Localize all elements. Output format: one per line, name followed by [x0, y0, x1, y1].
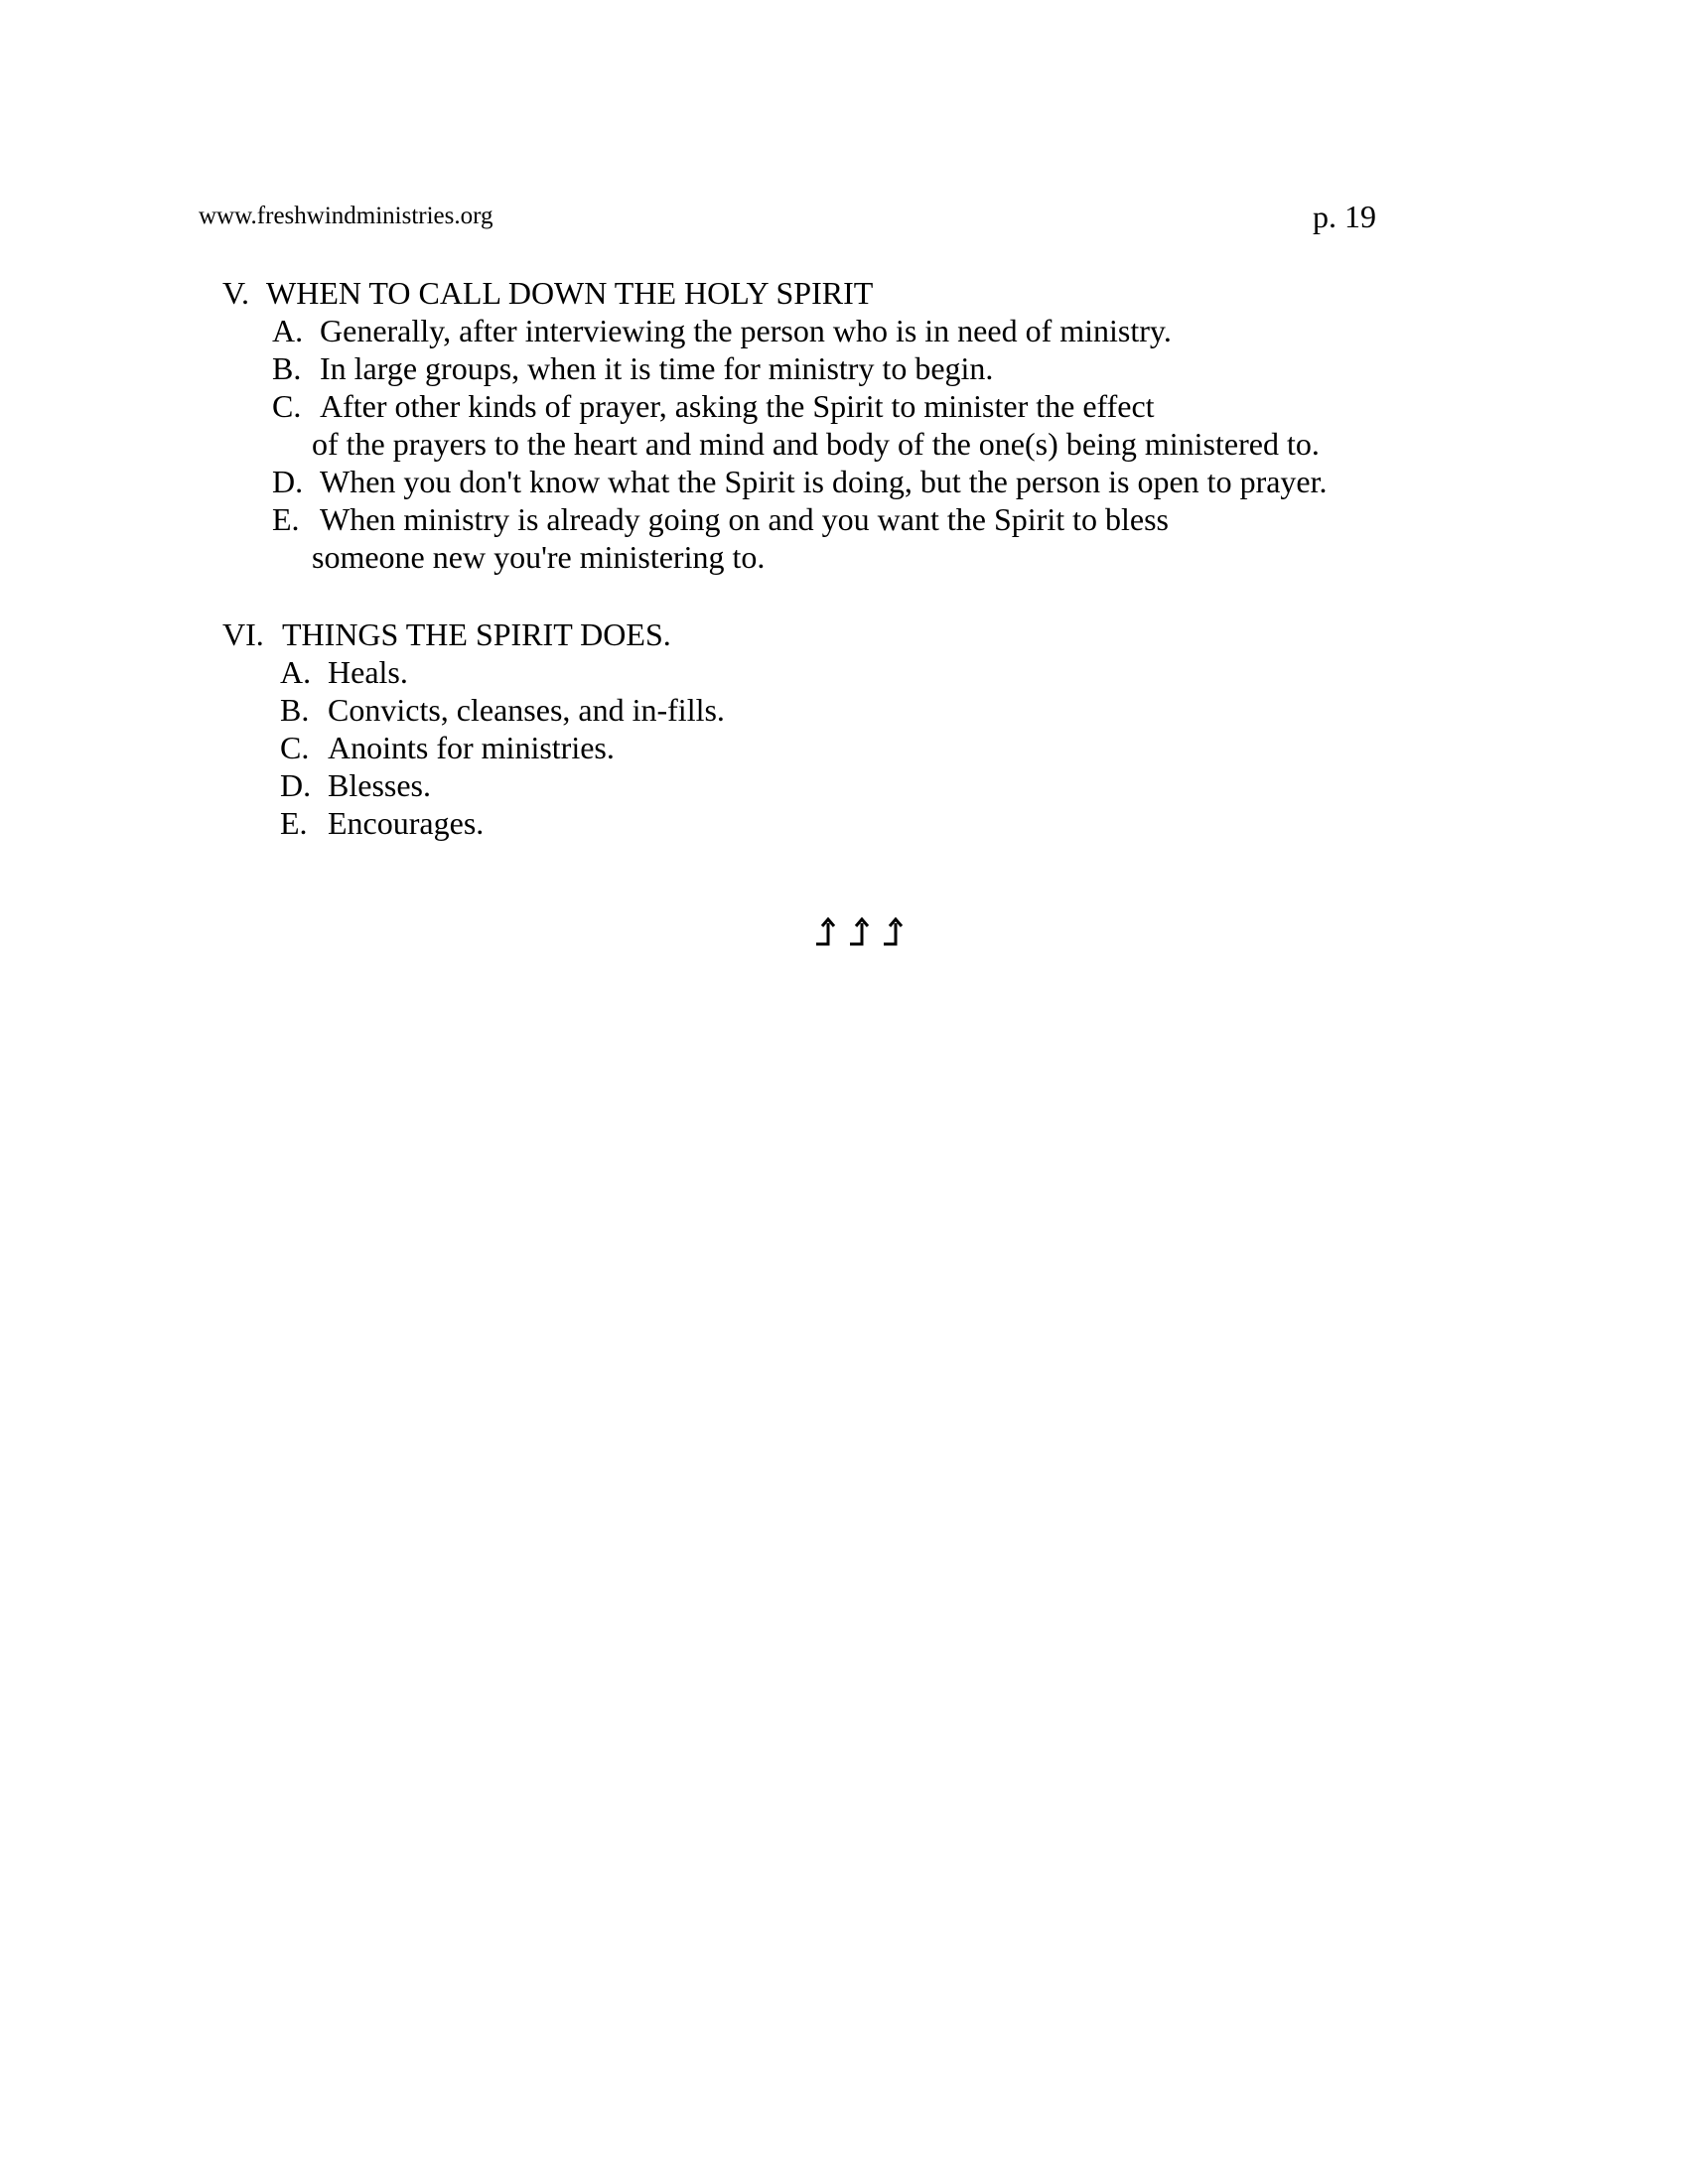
item-text: In large groups, when it is time for ministry to begin.	[320, 350, 994, 386]
list-item	[280, 766, 725, 804]
section-items	[272, 312, 1328, 576]
list-item	[280, 804, 725, 842]
up-arrow-icon	[848, 917, 872, 947]
item-letter: B.	[280, 692, 310, 728]
section-title: THINGS THE SPIRIT DOES.	[282, 616, 671, 652]
section-v	[222, 274, 1328, 576]
page-number: p. 19	[1313, 199, 1376, 234]
list-item	[272, 312, 1328, 349]
section-numeral: VI.	[222, 616, 264, 652]
item-text: Heals.	[328, 654, 408, 690]
section-numeral: V.	[222, 275, 249, 311]
item-text: When ministry is already going on and you want the Spirit to bless	[320, 501, 1169, 537]
item-letter: D.	[272, 464, 304, 499]
list-item	[272, 500, 1328, 538]
item-letter: D.	[280, 767, 312, 803]
list-item	[272, 463, 1328, 500]
list-item	[272, 349, 1328, 387]
section-items	[280, 653, 725, 842]
item-text: Blesses.	[328, 767, 431, 803]
list-item	[280, 653, 725, 691]
item-text: After other kinds of prayer, asking the Spirit to minister the effect	[320, 388, 1155, 424]
item-letter: E.	[280, 805, 308, 841]
section-heading	[222, 274, 1328, 312]
item-letter: A.	[272, 313, 304, 348]
item-text: Anoints for ministries.	[328, 730, 615, 765]
item-letter: C.	[280, 730, 310, 765]
section-vi	[222, 615, 725, 842]
header-url: www.freshwindministries.org	[199, 203, 493, 229]
item-continuation: someone new you're ministering to.	[312, 539, 766, 575]
up-arrow-icon	[814, 917, 838, 947]
item-letter: A.	[280, 654, 312, 690]
item-letter: B.	[272, 350, 302, 386]
list-item	[272, 387, 1328, 425]
list-item	[280, 729, 725, 766]
triple-up-arrow-icon	[814, 911, 906, 947]
section-title: WHEN TO CALL DOWN THE HOLY SPIRIT	[266, 275, 874, 311]
section-heading	[222, 615, 725, 653]
item-letter: E.	[272, 501, 300, 537]
item-letter: C.	[272, 388, 302, 424]
item-text: When you don't know what the Spirit is doing, but the person is open to prayer.	[320, 464, 1328, 499]
list-item	[280, 691, 725, 729]
item-text: Convicts, cleanses, and in-fills.	[328, 692, 725, 728]
item-continuation: of the prayers to the heart and mind and body of the one(s) being ministered to.	[312, 426, 1320, 462]
item-text: Encourages.	[328, 805, 485, 841]
item-text: Generally, after interviewing the person who is in need of ministry.	[320, 313, 1172, 348]
up-arrow-icon	[882, 917, 906, 947]
